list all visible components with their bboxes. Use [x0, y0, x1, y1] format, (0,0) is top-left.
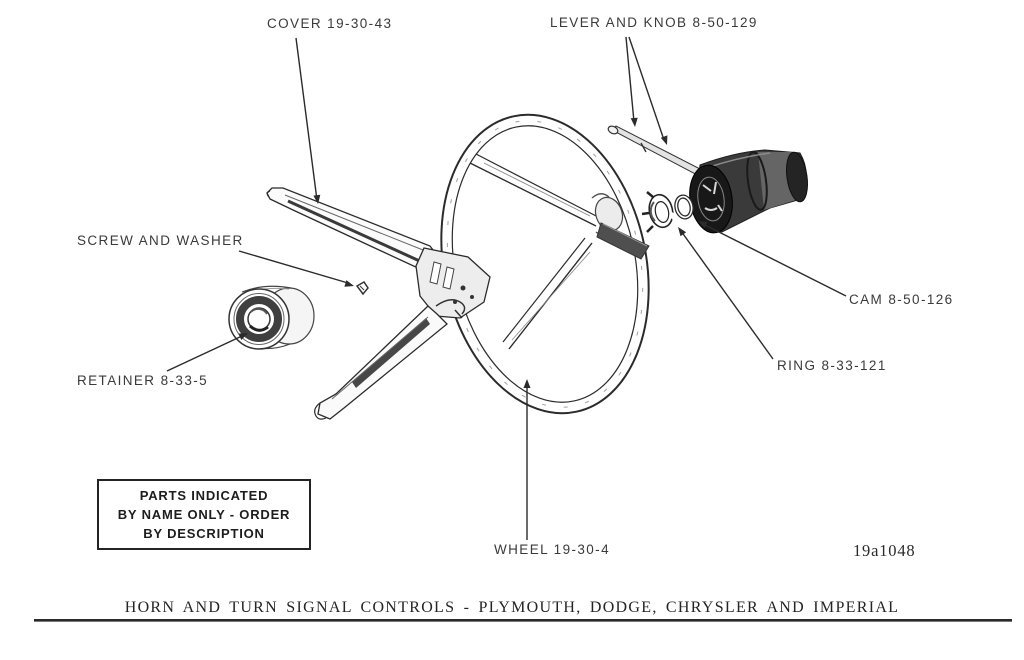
- note-line-1: PARTS INDICATED: [139, 488, 269, 503]
- lever-part-drawing: [607, 125, 704, 177]
- wheel-label: WHEEL 19-30-4: [494, 542, 610, 557]
- ring-label: RING 8-33-121: [777, 358, 887, 373]
- note-line-2: BY NAME ONLY - ORDER: [117, 507, 291, 522]
- lever-arrow-2: [629, 37, 667, 145]
- figure-caption: HORN AND TURN SIGNAL CONTROLS - PLYMOUTH, DODGE, CHRYSLER AND IMPERIAL: [124, 599, 900, 616]
- cover-arrow: [296, 38, 320, 204]
- lever-and-knob-label: LEVER AND KNOB 8-50-129: [550, 15, 758, 30]
- cover-label: COVER 19-30-43: [267, 16, 393, 31]
- screw-part-drawing: [357, 282, 368, 294]
- caption-rule: [34, 619, 1012, 622]
- screw-and-washer-label: SCREW AND WASHER: [77, 233, 244, 248]
- ring-arrow: [678, 227, 773, 359]
- cam-label: CAM 8-50-126: [849, 292, 954, 307]
- figure-number: 19a1048: [853, 541, 916, 560]
- note-line-3: BY DESCRIPTION: [143, 526, 265, 541]
- retainer-part-drawing: [229, 286, 314, 349]
- retainer-label: RETAINER 8-33-5: [77, 373, 209, 388]
- cam-part-drawing: [642, 192, 676, 232]
- screw-arrow: [239, 251, 354, 287]
- parts-note-box: [97, 479, 311, 550]
- retainer-arrow: [167, 333, 248, 371]
- lever-arrow-1: [626, 37, 638, 127]
